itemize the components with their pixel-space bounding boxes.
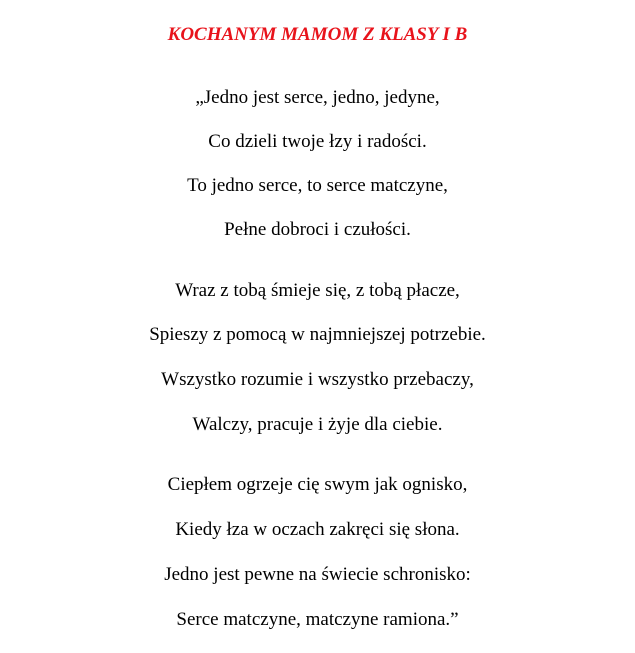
poem-line: Spieszy z pomocą w najmniejszej potrzebie. <box>149 324 486 345</box>
poem-line: Serce matczyne, matczyne ramiona.” <box>176 609 459 630</box>
poem-line: To jedno serce, to serce matczyne, <box>187 175 448 196</box>
poem-title: KOCHANYM MAMOM Z KLASY I B <box>167 24 468 45</box>
poem-line: Pełne dobroci i czułości. <box>224 219 411 240</box>
poem-line: Wszystko rozumie i wszystko przebaczy, <box>161 369 474 390</box>
poem-line: Walczy, pracuje i żyje dla ciebie. <box>192 414 443 435</box>
poem-line: Jedno jest pewne na świecie schronisko: <box>164 564 471 585</box>
poem-line: Wraz z tobą śmieje się, z tobą płacze, <box>175 280 460 301</box>
poem-line: Kiedy łza w oczach zakręci się słona. <box>175 519 460 540</box>
poem-line: Ciepłem ogrzeje cię swym jak ognisko, <box>167 474 468 495</box>
poem-line: Co dzieli twoje łzy i radości. <box>208 131 427 152</box>
poem-line: „Jedno jest serce, jedno, jedyne, <box>195 87 440 108</box>
